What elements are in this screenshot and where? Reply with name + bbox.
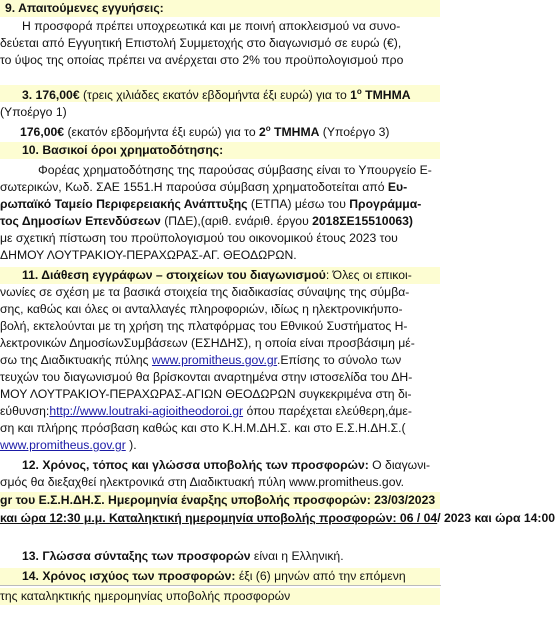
text-line: λεκτρονικών ΔημοσίωνΣυμβάσεων (ΕΣΗΔΗΣ), η οποία είναι προσβάσιμη μέ- [0, 336, 415, 350]
loutraki-link[interactable]: http://www.loutraki-agioitheodoroi.gr [49, 404, 244, 418]
text-line: σωτερικών, Κωδ. ΣΑΕ 1551.Η παρούσα σύμβαση χρηματοδοτείται από Ευ- [0, 180, 408, 194]
section-10-heading: 10. Βασικοί όροι χρηματοδότησης: [22, 143, 224, 157]
section-13-line: 13. Γλώσσα σύνταξης των προσφορών είναι η Ελληνική. [22, 549, 344, 563]
text-line: της καταληκτικής ημερομηνίας υποβολής προσφορών [0, 589, 291, 603]
section-11-heading: 11. Διάθεση εγγράφων – στοιχείων του διαγωνισμού: Όλες οι επικοι- [22, 268, 412, 282]
text-line: gr του Ε.Σ.Η.ΔΗ.Σ. Ημερομηνία έναρξης υποβολής προσφορών: 23/03/2023 [0, 493, 436, 507]
text-line: ΜΟΥ ΛΟΥΤΡΑΚΙΟΥ-ΠΕΡΑΧΩΡΑΣ-ΑΓΙΩΝ ΘΕΟΔΩΡΩΝ συγκεκριμένα στη δι- [0, 387, 412, 401]
text-line: ΔΗΜΟΥ ΛΟΥΤΡΑΚΙΟΥ-ΠΕΡΑΧΩΡΑΣ-ΑΓ. ΘΕΟΔΩΡΩΝ. [0, 248, 297, 262]
text-line: σμός θα διεξαχθεί ηλεκτρονικά στη Διαδικτυακή πύλη www.promitheus.gov. [0, 475, 405, 489]
text-line: www.promitheus.gov.gr ). [0, 438, 137, 452]
text-line: σω της Διαδικτυακής πύλης www.promitheus.gov.gr.Επίσης το σύνολο των [0, 353, 402, 367]
text-line: το ύψος της οποίας πρέπει να ανέρχεται στο 2% του προϋπολογισμού προ [0, 53, 404, 67]
divider [0, 585, 441, 586]
text-line: βολή, εκτελούνται με τη χρήση της πλατφόρμας του Εθνικού Συστήματος Η- [0, 319, 408, 333]
lot-1-line: 3. 176,00€ (τρεις χιλιάδες εκατόν εβδομήντα έξι ευρώ) για το $1^o$ ΤΜΗΜΑ [22, 86, 411, 102]
section-12-heading: 12. Χρόνος, τόπος και γλώσσα υποβολής των προσφορών: Ο διαγωνι- [22, 458, 431, 472]
text-line: σης, καθώς και όλες οι ανταλλαγές πληροφοριών, ιδίως η ηλεκτρονικήυπο- [0, 302, 403, 316]
promitheus-link[interactable]: www.promitheus.gov.gr [151, 353, 278, 367]
text-line: Η προσφορά πρέπει υποχρεωτικά και με ποινή αποκλεισμού να συνο- [22, 19, 401, 33]
section-9-heading: 9. Απαιτούμενες εγγυήσεις: [5, 1, 164, 15]
text-line: και ώρα 12:30 μ.μ. Καταληκτική ημερομηνία υποβολής προσφορών: 06 / 04/ 2023 και ώρα 14:00 [0, 511, 555, 525]
text-line: με σχετική πίστωση του προϋπολογισμού του οικονομικού έτους 2023 του [0, 231, 398, 245]
text-line: εύθυνση:http://www.loutraki-agioitheodoroi.gr όπου παρέχεται ελεύθερη,άμε- [0, 404, 412, 418]
text-line: δεύεται από Εγγυητική Επιστολή Συμμετοχής στο διαγωνισμό σε ευρώ (€), [0, 36, 402, 50]
text-line: (Υποέργο 1) [0, 105, 67, 119]
text-line: τευχών του διαγωνισμού θα βρίσκονται αναρτημένα στην ιστοσελίδα του ΔΗ- [0, 370, 413, 384]
text-line: ση και πλήρης πρόσβαση καθώς και στο Κ.Η.Μ.ΔΗ.Σ. και στο Ε.Σ.Η.ΔΗ.Σ.( [0, 421, 406, 435]
lot-2-line: 176,00€ (εκατόν εβδομήντα έξι ευρώ) για το $2^o$ ΤΜΗΜΑ (Υποέργο 3) [20, 123, 390, 139]
promitheus-link[interactable]: www.promitheus.gov.gr [0, 438, 126, 452]
text-line: Φορέας χρηματοδότησης της παρούσας σύμβασης είναι το Υπουργείο Ε- [38, 163, 432, 177]
text-line [0, 69, 443, 86]
text-line: ρωπαϊκό Ταμείο Περιφερειακής Ανάπτυξης (ΕΤΠΑ) μέσω του Προγράμμα- [0, 197, 422, 211]
text-line: τος Δημοσίων Επενδύσεων (ΠΔΕ),(αριθ. ενάριθ. έργου 2018ΣΕ15510063) [0, 214, 413, 228]
section-14-heading: 14. Χρόνος ισχύος των προσφορών: έξι (6) μηνών από την επόμενη [22, 569, 406, 583]
text-line: νωνίες σε σχέση με τα βασικά στοιχεία της διαδικασίας σύναψης της σύμβα- [0, 285, 410, 299]
